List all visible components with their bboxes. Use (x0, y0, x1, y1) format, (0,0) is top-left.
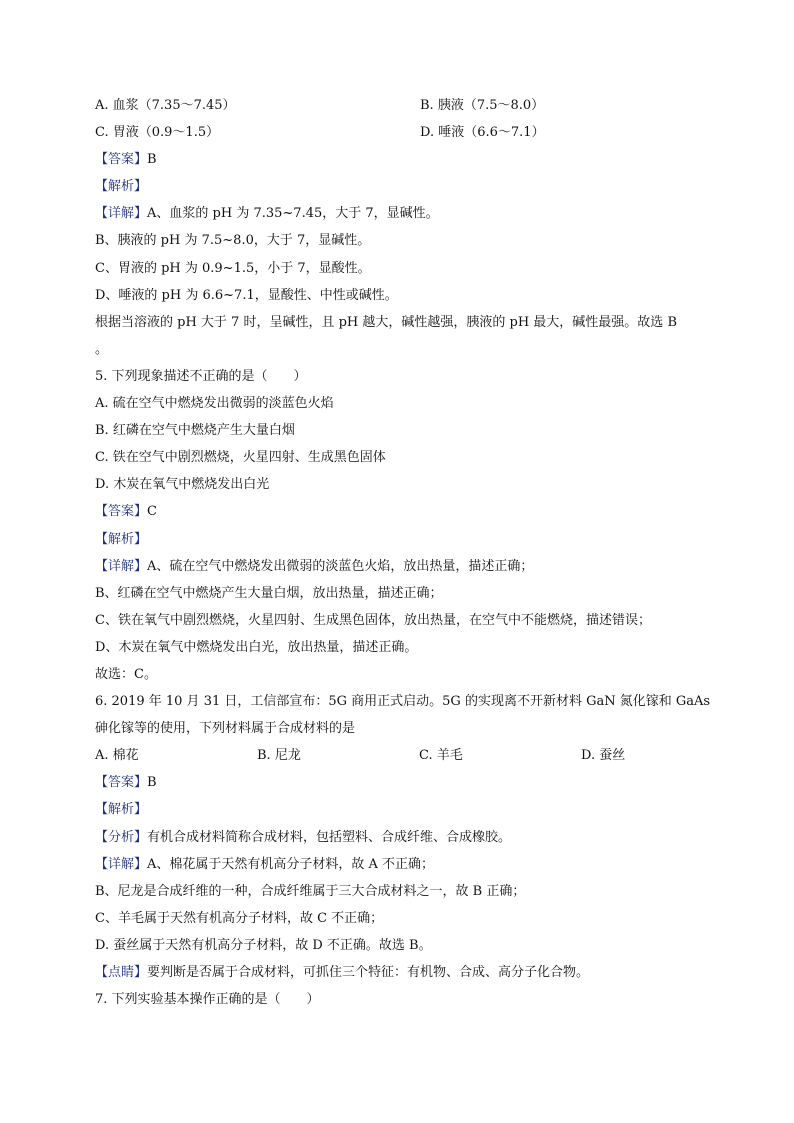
answer-tag: 【答案】 (95, 152, 148, 168)
q4-option-c: C. 胃液（0.9～1.5） (95, 125, 220, 141)
answer-value: B (147, 152, 157, 168)
fenxi-tag: 【分析】 (95, 829, 148, 845)
q4-analysis-tag: 【解析】 (95, 179, 148, 195)
fenxi-text: 有机合成材料简称合成材料，包括塑料、合成纤维、合成橡胶。 (147, 829, 512, 845)
q6-options-row (95, 742, 705, 769)
document-page (95, 92, 711, 1013)
answer-value: C (147, 504, 157, 520)
detail-tag: 【详解】 (95, 206, 148, 222)
q6-option-d: D. 蚕丝 (581, 748, 626, 764)
q6-stem-line-1: 6. 2019 年 10 月 31 日，工信部宣布：5G 商用正式启动。5G 的实现离不开新材料 GaN 氮化镓和 GaAs (95, 694, 711, 710)
q5-answer (95, 498, 705, 525)
dianjing-tag: 【点睛】 (95, 965, 148, 980)
q6-option-c: C. 羊毛 (419, 748, 463, 764)
q4-detail-line-1 (95, 200, 705, 227)
q4-answer (95, 146, 705, 173)
q4-detail-line-4: D、唾液的 pH 为 6.6~7.1，显酸性、中性或碱性。 (95, 287, 398, 303)
q7-stem: 7. 下列实验基本操作正确的是（ ） (95, 992, 320, 1008)
q5-stem: 5. 下列现象描述不正确的是（ ） (95, 368, 307, 384)
q4-option-b: B. 胰液（7.5～8.0） (420, 98, 545, 113)
detail-tag: 【详解】 (95, 558, 148, 574)
q4-detail-line-3: C、胃液的 pH 为 0.9~1.5，小于 7，显酸性。 (95, 260, 371, 276)
q4-options-row-2 (95, 119, 705, 146)
answer-tag: 【答案】 (95, 504, 148, 520)
q6-option-b: B. 尼龙 (257, 748, 301, 764)
q6-analysis-tag: 【解析】 (95, 802, 148, 818)
dianjing-text: 要判断是否属于合成材料，可抓住三个特征：有机物、合成、高分子化合物。 (147, 965, 590, 980)
q6-dianjing (95, 959, 705, 986)
q6-detail-line-3: C、羊毛属于天然有机高分子材料，故 C 不正确； (95, 910, 384, 926)
q5-option-c: C. 铁在空气中剧烈燃烧，火星四射、生成黑色固体 (95, 450, 386, 466)
q5-analysis-tag: 【解析】 (95, 531, 148, 547)
q5-option-d: D. 木炭在氧气中燃烧发出白光 (95, 477, 270, 493)
q5-detail-line-2: B、红磷在空气中燃烧产生大量白烟，放出热量，描述正确； (95, 585, 443, 601)
q6-stem-line-2: 砷化镓等的使用，下列材料属于合成材料的是 (95, 721, 356, 737)
answer-value: B (147, 775, 157, 791)
q5-option-b: B. 红磷在空气中燃烧产生大量白烟 (95, 423, 295, 439)
detail-text: A、血浆的 pH 为 7.35~7.45，大于 7，显碱性。 (147, 206, 439, 222)
q6-detail-line-4: D. 蚕丝属于天然有机高分子材料，故 D 不正确。故选 B。 (95, 937, 432, 953)
q4-option-a: A. 血浆（7.35～7.45） (95, 98, 236, 113)
detail-tag: 【详解】 (95, 856, 148, 872)
q6-option-a: A. 棉花 (95, 748, 139, 764)
q4-detail-line-2: B、胰液的 pH 为 7.5~8.0，大于 7，显碱性。 (95, 233, 371, 249)
q6-detail-line-2: B、尼龙是合成纤维的一种，合成纤维属于三大合成材料之一，故 B 正确； (95, 883, 526, 899)
q6-fenxi (95, 824, 705, 851)
q4-option-d: D. 唾液（6.6～7.1） (420, 125, 545, 141)
q5-detail-line-3: C、铁在氧气中剧烈燃烧，火星四射、生成黑色固体，放出热量，在空气中不能燃烧，描述错误； (95, 612, 651, 628)
q5-detail-line-1 (95, 553, 705, 580)
q6-detail-line-1 (95, 851, 705, 878)
detail-text: A、硫在空气中燃烧发出微弱的淡蓝色火焰，放出热量，描述正确； (147, 558, 534, 574)
q5-option-a: A. 硫在空气中燃烧发出微弱的淡蓝色火焰 (95, 396, 334, 412)
q4-detail-line-5: 根据当溶液的 pH 大于 7 时，呈碱性，且 pH 越大，碱性越强，胰液的 pH 最大，碱性最强。故选 B (95, 314, 677, 330)
q4-options-row-1 (95, 92, 705, 119)
detail-text: A、棉花属于天然有机高分子材料，故 A 不正确； (147, 856, 435, 872)
q5-detail-line-4: D、木炭在氧气中燃烧发出白光，放出热量，描述正确。 (95, 639, 418, 655)
q4-detail-line-6: 。 (95, 341, 109, 357)
answer-tag: 【答案】 (95, 775, 148, 791)
q6-answer (95, 769, 705, 796)
q5-detail-line-5: 故选：C。 (95, 666, 157, 682)
